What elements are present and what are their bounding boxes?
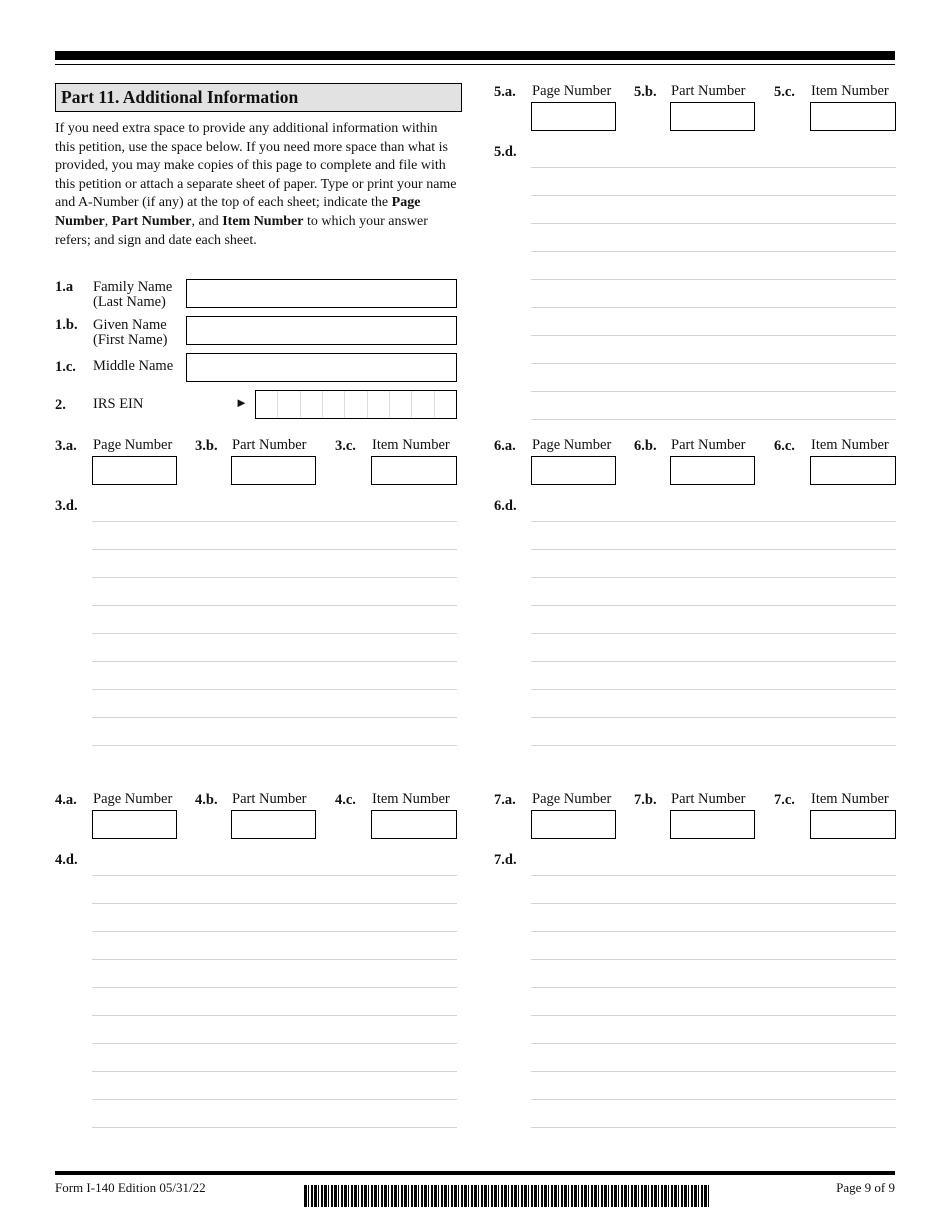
item-number-label: Item Number <box>811 791 889 807</box>
answer-line[interactable] <box>531 1015 896 1016</box>
page-number-input[interactable] <box>531 102 616 131</box>
page-number-input[interactable] <box>531 456 616 485</box>
answer-line[interactable] <box>92 931 457 932</box>
item-number-label: Item Number <box>811 83 889 99</box>
item-number: 3.c. <box>335 438 356 454</box>
answer-line[interactable] <box>531 279 896 280</box>
label-line: (First Name) <box>93 332 168 348</box>
answer-line[interactable] <box>92 745 457 746</box>
label-line: (Last Name) <box>93 294 166 310</box>
label-line: Family Name <box>93 279 173 295</box>
page-number-label: Page Number <box>93 791 173 807</box>
part-number-label: Part Number <box>671 791 746 807</box>
answer-line[interactable] <box>531 577 896 578</box>
part-number-input[interactable] <box>670 810 755 839</box>
top-thin-rule <box>55 64 895 65</box>
item-number-input[interactable] <box>810 810 896 839</box>
item-number-label: Item Number <box>811 437 889 453</box>
item-number: 6.a. <box>494 438 516 454</box>
answer-line[interactable] <box>531 223 896 224</box>
item-number: 2. <box>55 397 66 413</box>
given-name-label <box>93 318 168 348</box>
page-number-label: Page Number <box>532 791 612 807</box>
part-number-input[interactable] <box>670 102 755 131</box>
answer-line[interactable] <box>92 959 457 960</box>
item-number: 3.d. <box>55 498 78 514</box>
instr-bold: Page Number <box>55 195 421 229</box>
item-number: 6.c. <box>774 438 795 454</box>
item-number-label: Item Number <box>372 791 450 807</box>
item-number-input[interactable] <box>371 456 457 485</box>
barcode <box>304 1185 710 1207</box>
top-rule <box>55 51 895 60</box>
answer-line[interactable] <box>531 875 896 876</box>
item-number: 5.b. <box>634 84 657 100</box>
item-number: 5.c. <box>774 84 795 100</box>
item-number-input[interactable] <box>810 456 896 485</box>
instructions <box>55 120 460 250</box>
part-number-label: Part Number <box>671 83 746 99</box>
family-name-label <box>93 280 172 310</box>
answer-line[interactable] <box>92 1127 457 1128</box>
instr-text: to which your answer refers; and sign and date each sheet. <box>55 213 428 248</box>
answer-line[interactable] <box>92 903 457 904</box>
item-number: 7.b. <box>634 792 657 808</box>
label-line: Given Name <box>93 317 167 333</box>
item-number-input[interactable] <box>810 102 896 131</box>
answer-line[interactable] <box>531 195 896 196</box>
page-number-label: Page Number <box>93 437 173 453</box>
answer-line[interactable] <box>531 745 896 746</box>
page-number-input[interactable] <box>92 456 177 485</box>
answer-line[interactable] <box>531 987 896 988</box>
answer-line[interactable] <box>531 391 896 392</box>
answer-line[interactable] <box>92 1071 457 1072</box>
instr-text: If you need extra space to provide any additional information within this petition, use the space below. If you need more space than what is provided, you may make copies of this page to complete and file with this petition or attach a separate sheet of paper. Type or print your name and A-Number (if any) at the top of each sheet; indicate the <box>55 121 457 211</box>
part-number-input[interactable] <box>231 456 316 485</box>
answer-line[interactable] <box>531 1099 896 1100</box>
given-name-input[interactable] <box>186 316 457 345</box>
answer-line[interactable] <box>531 167 896 168</box>
form-edition: Form I-140 Edition 05/31/22 <box>55 1180 206 1195</box>
answer-line[interactable] <box>531 335 896 336</box>
item-number: 5.a. <box>494 84 516 100</box>
part-number-label: Part Number <box>671 437 746 453</box>
answer-line[interactable] <box>531 363 896 364</box>
page-number-label: Page Number <box>532 437 612 453</box>
instr-bold: Part Number <box>111 213 192 229</box>
page-number: Page 9 of 9 <box>836 1180 895 1195</box>
item-number: 4.d. <box>55 852 78 868</box>
item-number: 4.c. <box>335 792 356 808</box>
page-number-label: Page Number <box>532 83 612 99</box>
answer-line[interactable] <box>531 1043 896 1044</box>
part-header: Part 11. Additional Information <box>55 83 462 112</box>
item-number: 4.a. <box>55 792 77 808</box>
item-number-input[interactable] <box>371 810 457 839</box>
answer-line[interactable] <box>531 689 896 690</box>
item-number: 6.b. <box>634 438 657 454</box>
part-number-input[interactable] <box>670 456 755 485</box>
answer-line[interactable] <box>531 633 896 634</box>
item-number: 5.d. <box>494 144 517 160</box>
answer-line[interactable] <box>92 689 457 690</box>
middle-name-input[interactable] <box>186 353 457 382</box>
page-number-input[interactable] <box>92 810 177 839</box>
answer-line[interactable] <box>92 1015 457 1016</box>
item-number: 6.d. <box>494 498 517 514</box>
answer-line[interactable] <box>531 251 896 252</box>
answer-line[interactable] <box>531 1127 896 1128</box>
answer-line[interactable] <box>92 549 457 550</box>
answer-line[interactable] <box>531 419 896 420</box>
answer-line[interactable] <box>92 577 457 578</box>
answer-line[interactable] <box>531 605 896 606</box>
arrow-right-icon: ► <box>235 395 248 410</box>
answer-line[interactable] <box>531 307 896 308</box>
family-name-input[interactable] <box>186 279 457 308</box>
answer-line[interactable] <box>92 633 457 634</box>
part-number-label: Part Number <box>232 437 307 453</box>
middle-name-label: Middle Name <box>93 358 174 374</box>
item-number: 4.b. <box>195 792 218 808</box>
instr-bold: Item Number <box>222 213 304 229</box>
item-number: 3.b. <box>195 438 218 454</box>
item-number: 1.a <box>55 279 74 295</box>
answer-line[interactable] <box>92 1099 457 1100</box>
item-number: 7.d. <box>494 852 517 868</box>
item-number: 7.c. <box>774 792 795 808</box>
instr-text: , and <box>191 213 223 229</box>
answer-line[interactable] <box>92 521 457 522</box>
irs-ein-input[interactable] <box>255 390 457 419</box>
answer-line[interactable] <box>531 931 896 932</box>
answer-line[interactable] <box>531 521 896 522</box>
answer-line[interactable] <box>531 549 896 550</box>
answer-line[interactable] <box>531 903 896 904</box>
item-number: 7.a. <box>494 792 516 808</box>
answer-line[interactable] <box>531 717 896 718</box>
item-number: 1.c. <box>55 359 76 375</box>
footer-rule <box>55 1171 895 1175</box>
answer-line[interactable] <box>531 661 896 662</box>
page-number-input[interactable] <box>531 810 616 839</box>
answer-line[interactable] <box>92 1043 457 1044</box>
answer-line[interactable] <box>92 605 457 606</box>
answer-line[interactable] <box>92 661 457 662</box>
answer-line[interactable] <box>531 959 896 960</box>
instr-text: , <box>104 213 112 229</box>
irs-ein-label: IRS EIN <box>93 396 144 412</box>
answer-line[interactable] <box>92 987 457 988</box>
item-number: 1.b. <box>55 317 78 333</box>
answer-line[interactable] <box>531 1071 896 1072</box>
answer-line[interactable] <box>92 875 457 876</box>
item-number-label: Item Number <box>372 437 450 453</box>
part-number-input[interactable] <box>231 810 316 839</box>
part-number-label: Part Number <box>232 791 307 807</box>
item-number: 3.a. <box>55 438 77 454</box>
answer-line[interactable] <box>92 717 457 718</box>
